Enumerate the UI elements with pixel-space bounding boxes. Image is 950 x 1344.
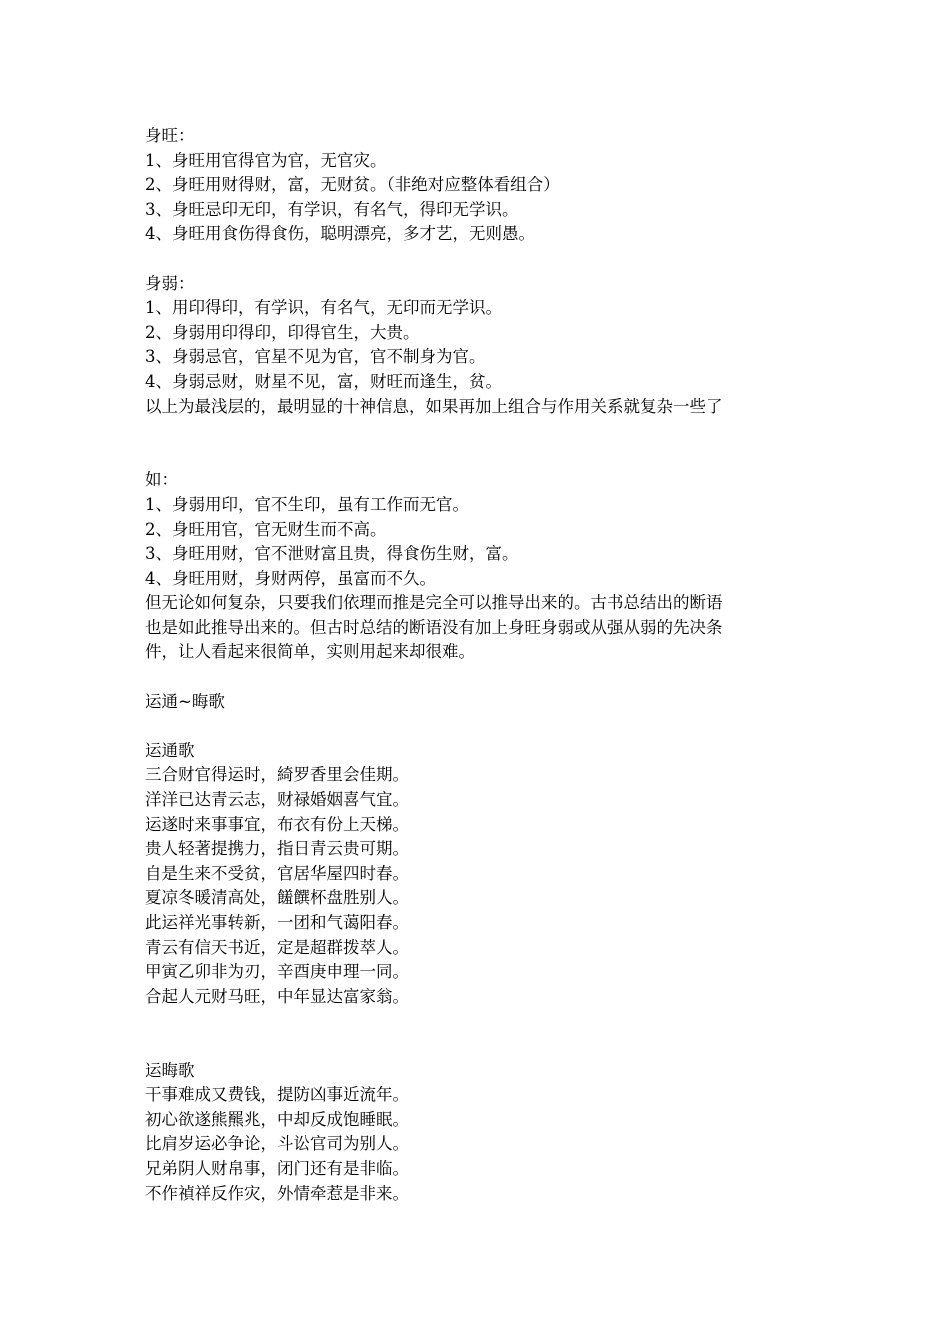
verse-line: 兄弟阴人财帛事，闭门还有是非临。 [145, 1158, 409, 1178]
list-item: 3、身旺用财，官不泄财富且贵，得食伤生财，富。 [145, 544, 519, 564]
list-item: 4、身旺用财，身财两停，虽富而不久。 [145, 568, 436, 588]
verse-line: 合起人元财马旺，中年显达富家翁。 [145, 986, 409, 1006]
list-item: 4、身弱忌财，财星不见，富，财旺而逢生，贫。 [145, 371, 502, 391]
paragraph-line: 也是如此推导出来的。但古时总结的断语没有加上身旺身弱或从强从弱的先决条 [145, 617, 723, 637]
verse-line: 贵人轻著提携力，指日青云贵可期。 [145, 839, 409, 859]
verse-line: 洋洋已达青云志，财禄婚姻喜气宜。 [145, 790, 409, 810]
verse-line: 干事难成又费钱，提防凶事近流年。 [145, 1085, 409, 1105]
song-tong [145, 739, 825, 1010]
verse-line: 甲寅乙卯非为刃，辛酉庚申理一同。 [145, 962, 409, 982]
list-item: 3、身弱忌官，官星不见为官，官不制身为官。 [145, 347, 486, 367]
song-hui [145, 1059, 825, 1207]
list-item: 2、身旺用官，官无财生而不高。 [145, 519, 387, 539]
paragraph-line: 件，让人看起来很简单，实则用起来却很难。 [145, 642, 475, 662]
section-heading: 身弱： [145, 273, 195, 293]
verse-line: 初心欲遂熊羆兆，中却反成饱睡眠。 [145, 1109, 409, 1129]
song-title: 运晦歌 [145, 1060, 195, 1080]
verse-line: 三合财官得运时，綺罗香里会佳期。 [145, 765, 409, 785]
verse-line: 比肩岁运必争论，斗讼官司为别人。 [145, 1134, 409, 1154]
summary-text: 以上为最浅层的，最明显的十神信息，如果再加上组合与作用关系就复杂一些了 [145, 396, 723, 416]
verse-line: 夏凉冬暖清高处，饈饌杯盘胜别人。 [145, 888, 409, 908]
list-item: 1、用印得印，有学识，有名气，无印而无学识。 [145, 298, 502, 318]
verse-line: 运遂时来事事宜，布衣有份上天梯。 [145, 814, 409, 834]
section-examples [145, 468, 825, 665]
song-title: 运通歌 [145, 740, 195, 760]
section-strong [145, 124, 825, 247]
paragraph-line: 但无论如何复杂，只要我们依理而推是完全可以推导出来的。古书总结出的断语 [145, 593, 723, 613]
list-item: 1、身弱用印，官不生印，虽有工作而无官。 [145, 494, 469, 514]
list-item: 3、身旺忌印无印，有学识，有名气，得印无学识。 [145, 199, 519, 219]
verse-line: 不作禎祥反作灾，外情牵惹是非来。 [145, 1183, 409, 1203]
section-weak [145, 272, 825, 420]
list-item: 2、身弱用印得印，印得官生，大贵。 [145, 322, 420, 342]
document-body [145, 124, 825, 1206]
list-item: 2、身旺用财得财，富，无财贫。（非绝对应整体看组合） [145, 175, 560, 195]
list-item: 4、身旺用食伤得食伤，聪明漂亮，多才艺，无则愚。 [145, 224, 535, 244]
section-heading: 身旺： [145, 126, 195, 145]
section-heading: 如： [145, 470, 178, 490]
verse-line: 自是生来不受贫，官居华屋四时春。 [145, 863, 409, 883]
verse-line: 青云有信天书近，定是超群拨萃人。 [145, 937, 409, 957]
list-item: 1、身旺用官得官为官，无官灾。 [145, 150, 387, 170]
verse-line: 此运祥光事转新，一团和气蔼阳春。 [145, 913, 409, 932]
songs-title: 运通~晦歌 [145, 691, 225, 711]
